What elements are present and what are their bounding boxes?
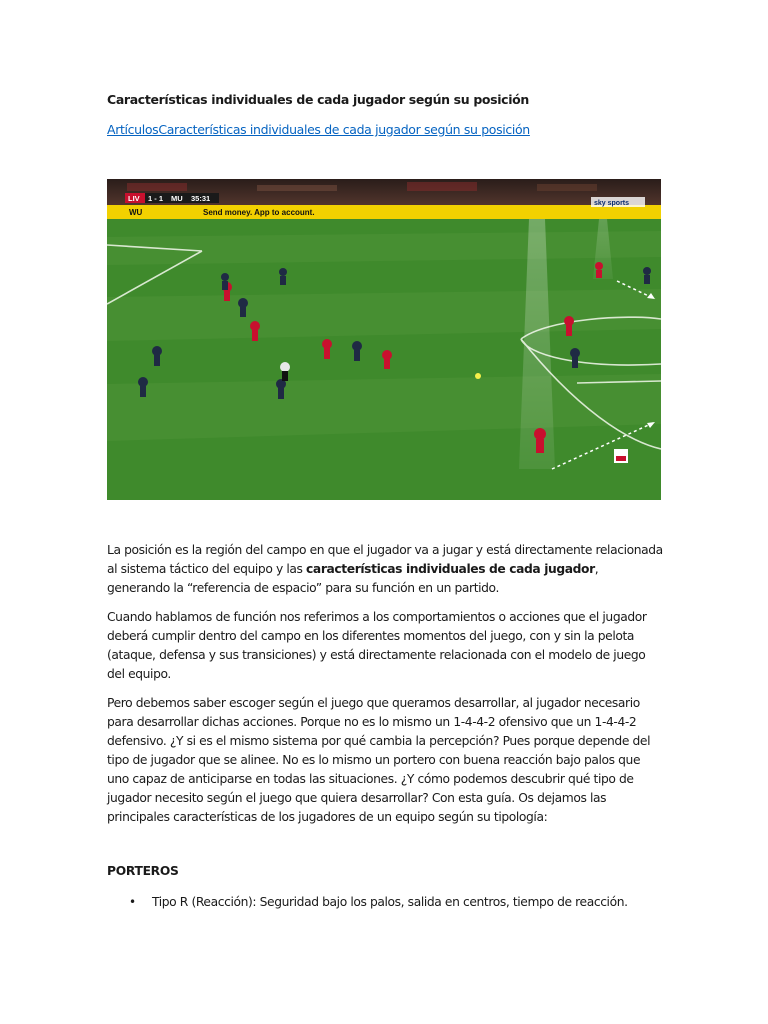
home-team-label: LIV [128, 194, 140, 203]
paragraph-position [107, 541, 663, 598]
score-label: 1 - 1 [148, 194, 164, 203]
scoreboard [125, 193, 219, 203]
paragraph-text: , generando la “referencia de espacio” para su función en un partido. [107, 562, 599, 595]
ad-text: Send money. App to account. [203, 208, 315, 217]
list-item [107, 893, 663, 912]
paragraph-selection: Pero debemos saber escoger según el juego que queramos desarrollar, al jugador necesario para desarrollar dichas acciones. Porque no es lo mismo un 1-4-4-2 ofensivo que un 1-4-4-2 defensivo. ¿Y si es el mismo sistema por qué cambia la percepción? Pues porque depende del tipo de jugador que se alinee. No es lo mismo un portero con buena reacción bajo palos que uno capaz de anticiparse en todas las situaciones. ¿Y cómo podemos descubrir qué tipo de jugador necesito según el juego que quiera desarrollar? Con esta guía. Os dejamos las principales características de los jugadores de un equipo según su tipología: [107, 696, 651, 824]
away-team-label: MU [171, 194, 183, 203]
match-photo [107, 179, 661, 500]
bullet-list [107, 893, 663, 912]
svg-text:sky sports: sky sports [594, 200, 630, 207]
paragraph-function: Cuando hablamos de función nos referimos a los comportamientos o acciones que el jugador deberá cumplir dentro del campo en los diferentes momentos del juego, con y sin la pelota (ataque, defensa y sus transiciones) y está directamente relacionada con el modelo de juego del equipo. [107, 610, 647, 681]
match-clock: 35:31 [191, 194, 211, 203]
section-heading: PORTEROS [107, 864, 179, 878]
list-item-text: Tipo R (Reacción): Seguridad bajo los palos, salida en centros, tiempo de reacción. [152, 895, 628, 909]
paragraph-text: La posición es la región del campo en que el jugador va a jugar y está directamente relacionada al sistema táctico del equipo y las [107, 543, 663, 576]
article-link[interactable]: ArtículosCaracterísticas individuales de cada jugador según su posición [107, 122, 530, 137]
bullet-symbol: • [129, 895, 136, 909]
document-title: Características individuales de cada jugador según su posición [107, 92, 529, 107]
broadcaster-logo [591, 197, 645, 207]
ad-text: WU [129, 208, 143, 217]
bold-phrase: características individuales de cada jugador [306, 562, 595, 576]
